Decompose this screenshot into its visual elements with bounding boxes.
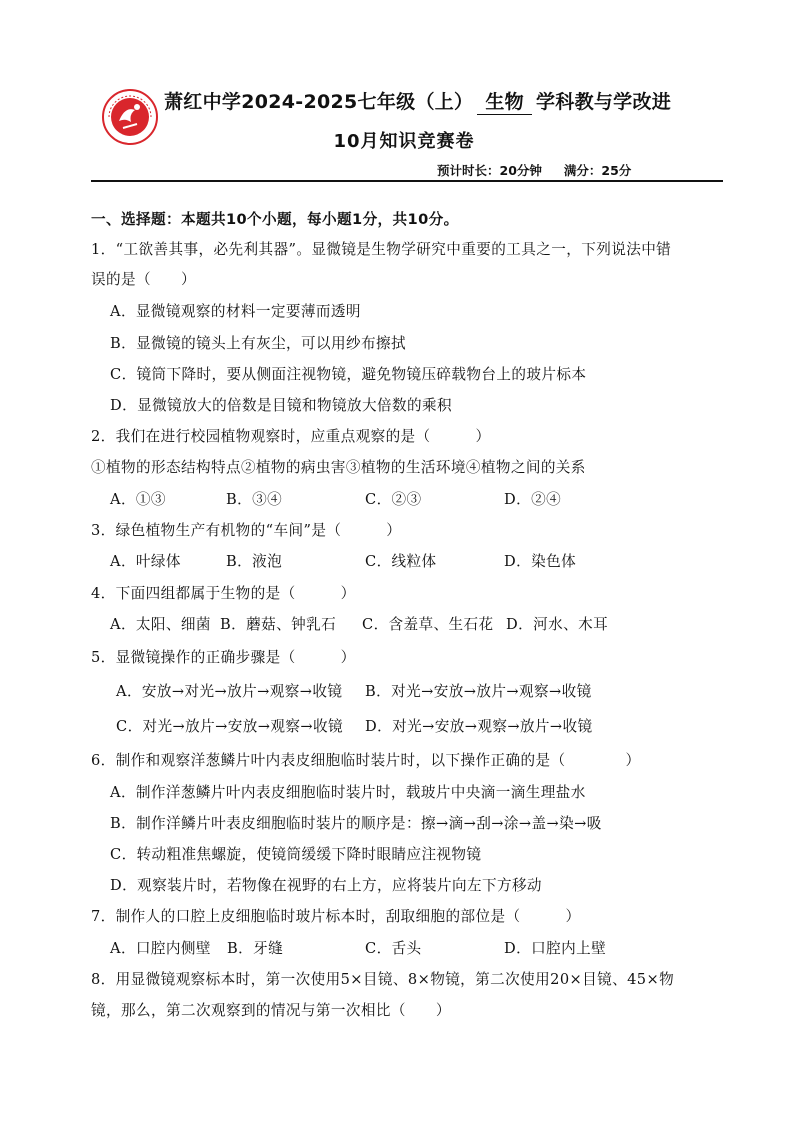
q4-option-d: D．河水、木耳 bbox=[506, 616, 609, 633]
q3-option-c: C．线粒体 bbox=[365, 553, 437, 570]
q4-options bbox=[0, 614, 794, 636]
header-divider bbox=[91, 180, 723, 182]
q8-stem-line2: 镜，那么，第二次观察到的情况与第一次相比（ ） bbox=[91, 1002, 451, 1019]
q6-option-c: C．转动粗准焦螺旋，使镜筒缓缓下降时眼睛应注视物镜 bbox=[110, 846, 482, 863]
q7-option-c: C．舌头 bbox=[365, 940, 422, 957]
score-label: 满分：25分 bbox=[563, 163, 632, 178]
q2-options bbox=[0, 489, 794, 511]
q3-stem: 3．绿色植物生产有机物的“车间”是（ ） bbox=[91, 522, 402, 539]
q5-options-row1 bbox=[0, 681, 794, 703]
q2-option-a: A．①③ bbox=[110, 491, 166, 508]
q1-stem-line1: 1．“工欲善其事，必先利其器”。显微镜是生物学研究中重要的工具之一，下列说法中错 bbox=[91, 241, 672, 258]
exam-subtitle: 10月知识竞赛卷 bbox=[333, 131, 475, 152]
q2-stem: 2．我们在进行校园植物观察时，应重点观察的是（ ） bbox=[91, 428, 491, 445]
title-prefix: 萧红中学2024-2025七年级（上） bbox=[164, 91, 474, 113]
q2-items: ①植物的形态结构特点②植物的病虫害③植物的生活环境④植物之间的关系 bbox=[91, 459, 586, 476]
q1-stem-line2: 误的是（ ） bbox=[91, 271, 196, 288]
exam-title bbox=[164, 87, 671, 115]
q5-option-d: D．对光→安放→观察→放片→收镜 bbox=[365, 718, 593, 735]
q7-option-d: D．口腔内上壁 bbox=[504, 940, 607, 957]
subject-blank: 生物 bbox=[477, 90, 532, 115]
q4-stem: 4．下面四组都属于生物的是（ ） bbox=[91, 585, 356, 602]
q3-option-b: B．液泡 bbox=[226, 553, 283, 570]
q5-option-a: A．安放→对光→放片→观察→收镜 bbox=[116, 683, 343, 700]
q3-option-a: A．叶绿体 bbox=[110, 553, 181, 570]
q1-option-a: A．显微镜观察的材料一定要薄而透明 bbox=[110, 303, 361, 320]
q3-option-d: D．染色体 bbox=[504, 553, 577, 570]
q6-stem: 6．制作和观察洋葱鳞片叶内表皮细胞临时装片时，以下操作正确的是（ ） bbox=[91, 752, 641, 769]
q2-option-c: C．②③ bbox=[365, 491, 422, 508]
q4-option-a: A．太阳、细菌 bbox=[110, 616, 211, 633]
q7-options bbox=[0, 938, 794, 960]
q2-option-d: D．②④ bbox=[504, 491, 562, 508]
q5-option-b: B．对光→安放→放片→观察→收镜 bbox=[365, 683, 592, 700]
time-label: 预计时长：20分钟 bbox=[437, 163, 542, 178]
q8-stem-line1: 8．用显微镜观察标本时，第一次使用5×目镜、8×物镜，第二次使用20×目镜、45×物 bbox=[91, 971, 675, 988]
q4-option-b: B．蘑菇、钟乳石 bbox=[220, 616, 337, 633]
q7-option-a: A．口腔内侧壁 bbox=[110, 940, 211, 957]
section-heading: 一、选择题：本题共10个小题，每小题1分，共10分。 bbox=[91, 211, 459, 228]
title-suffix: 学科教与学改进 bbox=[535, 91, 672, 113]
q5-options-row2 bbox=[0, 716, 794, 738]
q6-option-b: B．制作洋鳞片叶表皮细胞临时装片的顺序是：擦→滴→刮→涂→盖→染→吸 bbox=[110, 815, 602, 832]
q2-option-b: B．③④ bbox=[226, 491, 283, 508]
q1-option-d: D．显微镜放大的倍数是目镜和物镜放大倍数的乘积 bbox=[110, 397, 452, 414]
q5-stem: 5．显微镜操作的正确步骤是（ ） bbox=[91, 649, 356, 666]
q5-option-c: C．对光→放片→安放→观察→收镜 bbox=[116, 718, 344, 735]
exam-meta bbox=[437, 161, 631, 179]
q3-options bbox=[0, 551, 794, 573]
q6-option-a: A．制作洋葱鳞片叶内表皮细胞临时装片时，载玻片中央滴一滴生理盐水 bbox=[110, 784, 586, 801]
q6-option-d: D．观察装片时，若物像在视野的右上方，应将装片向左下方移动 bbox=[110, 877, 542, 894]
q7-stem: 7．制作人的口腔上皮细胞临时玻片标本时，刮取细胞的部位是（ ） bbox=[91, 908, 581, 925]
q7-option-b: B．牙缝 bbox=[227, 940, 284, 957]
q1-option-b: B．显微镜的镜头上有灰尘，可以用纱布擦拭 bbox=[110, 335, 407, 352]
q4-option-c: C．含羞草、生石花 bbox=[362, 616, 494, 633]
q1-option-c: C．镜筒下降时，要从侧面注视物镜，避免物镜压碎载物台上的玻片标本 bbox=[110, 366, 587, 383]
